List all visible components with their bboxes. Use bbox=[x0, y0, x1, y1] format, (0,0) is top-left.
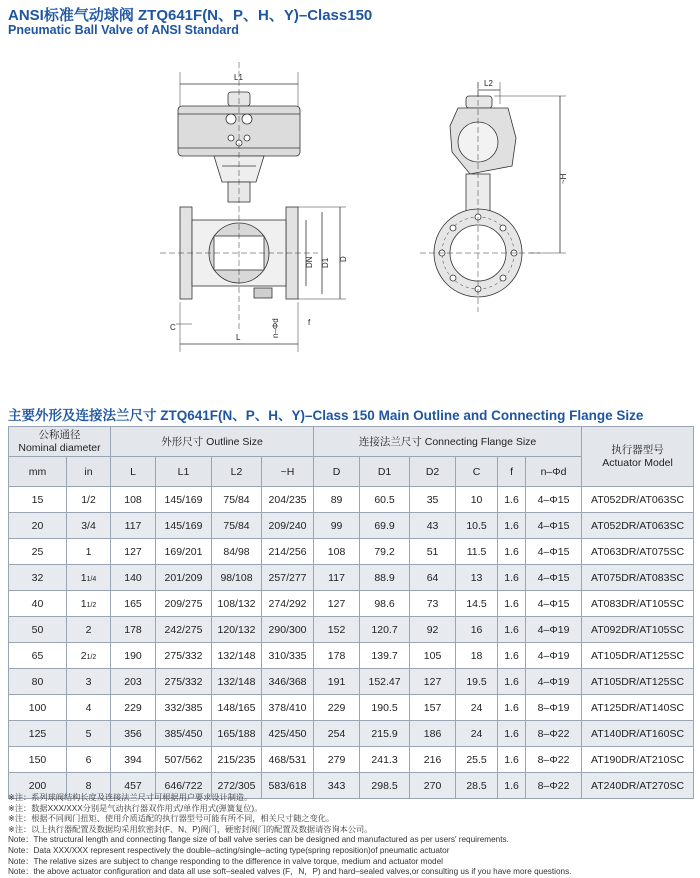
header-actuator: 执行器型号 Actuator Model bbox=[582, 427, 694, 487]
table-cell-D2: 270 bbox=[410, 773, 456, 799]
table-cell-H: 425/450 bbox=[262, 721, 314, 747]
table-cell-D: 343 bbox=[314, 773, 360, 799]
table-cell-C: 19.5 bbox=[456, 669, 498, 695]
table-cell-mm: 40 bbox=[9, 591, 67, 617]
table-cell-D: 254 bbox=[314, 721, 360, 747]
label-L: L bbox=[236, 333, 241, 342]
table-cell-L: 108 bbox=[111, 487, 156, 513]
table-cell-f: 1.6 bbox=[498, 539, 526, 565]
table-cell-L1: 209/275 bbox=[156, 591, 212, 617]
table-cell-L2: 132/148 bbox=[212, 669, 262, 695]
table-cell-D2: 51 bbox=[410, 539, 456, 565]
table-cell-L1: 275/332 bbox=[156, 643, 212, 669]
table-cell-L: 229 bbox=[111, 695, 156, 721]
table-cell-H: 204/235 bbox=[262, 487, 314, 513]
table-cell-mm: 15 bbox=[9, 487, 67, 513]
table-cell-f: 1.6 bbox=[498, 747, 526, 773]
table-cell-L: 127 bbox=[111, 539, 156, 565]
table-cell-D: 152 bbox=[314, 617, 360, 643]
table-row bbox=[9, 695, 694, 721]
table-cell-C: 24 bbox=[456, 695, 498, 721]
table-row bbox=[9, 513, 694, 539]
table-cell-L: 394 bbox=[111, 747, 156, 773]
table-cell-L2: 75/84 bbox=[212, 487, 262, 513]
table-cell-in: 11/4 bbox=[67, 565, 111, 591]
table-cell-f: 1.6 bbox=[498, 669, 526, 695]
page-subtitle: Pneumatic Ball Valve of ANSI Standard bbox=[8, 23, 239, 37]
table-cell-D: 127 bbox=[314, 591, 360, 617]
table-cell-act: AT125DR/AT140SC bbox=[582, 695, 694, 721]
table-cell-nd: 4–Φ19 bbox=[526, 643, 582, 669]
table-cell-C: 11.5 bbox=[456, 539, 498, 565]
table-cell-mm: 200 bbox=[9, 773, 67, 799]
table-cell-act: AT083DR/AT105SC bbox=[582, 591, 694, 617]
table-cell-D1: 152.47 bbox=[360, 669, 410, 695]
table-cell-L1: 385/450 bbox=[156, 721, 212, 747]
header-flange: 连接法兰尺寸 Connecting Flange Size bbox=[314, 427, 582, 457]
table-cell-L1: 169/201 bbox=[156, 539, 212, 565]
label-D: D bbox=[339, 256, 348, 262]
table-row bbox=[9, 539, 694, 565]
col-D1: D1 bbox=[360, 457, 410, 487]
table-cell-D1: 241.3 bbox=[360, 747, 410, 773]
table-cell-L1: 242/275 bbox=[156, 617, 212, 643]
page-title: ANSI标准气动球阀 ZTQ641F(N、P、H、Y)–Class150 bbox=[8, 7, 373, 24]
table-cell-nd: 4–Φ15 bbox=[526, 513, 582, 539]
table-cell-nd: 4–Φ15 bbox=[526, 591, 582, 617]
table-cell-D1: 79.2 bbox=[360, 539, 410, 565]
table-cell-D2: 92 bbox=[410, 617, 456, 643]
table-cell-D2: 64 bbox=[410, 565, 456, 591]
table-row bbox=[9, 643, 694, 669]
label-f: f bbox=[308, 318, 311, 327]
table-cell-act: AT063DR/AT075SC bbox=[582, 539, 694, 565]
table-cell-act: AT052DR/AT063SC bbox=[582, 513, 694, 539]
table-cell-D2: 35 bbox=[410, 487, 456, 513]
table-cell-H: 346/368 bbox=[262, 669, 314, 695]
table-cell-D1: 190.5 bbox=[360, 695, 410, 721]
note-line: Note：Data XXX/XXX represent respectively the double–acting/single–acting type(spring reposition)of pneumatic actuator bbox=[8, 845, 450, 855]
table-cell-L1: 507/562 bbox=[156, 747, 212, 773]
table-cell-mm: 25 bbox=[9, 539, 67, 565]
table-cell-in: 1/2 bbox=[67, 487, 111, 513]
table-cell-L: 190 bbox=[111, 643, 156, 669]
table-cell-nd: 8–Φ22 bbox=[526, 747, 582, 773]
table-cell-nd: 8–Φ22 bbox=[526, 773, 582, 799]
table-cell-L1: 646/722 bbox=[156, 773, 212, 799]
table-row bbox=[9, 565, 694, 591]
table-cell-act: AT075DR/AT083SC bbox=[582, 565, 694, 591]
table-cell-L: 178 bbox=[111, 617, 156, 643]
table-cell-nd: 8–Φ22 bbox=[526, 721, 582, 747]
notes bbox=[8, 793, 571, 878]
table-cell-D1: 88.9 bbox=[360, 565, 410, 591]
table-cell-in: 5 bbox=[67, 721, 111, 747]
table-cell-H: 468/531 bbox=[262, 747, 314, 773]
table-cell-H: 310/335 bbox=[262, 643, 314, 669]
table-cell-nd: 4–Φ19 bbox=[526, 669, 582, 695]
table-cell-mm: 32 bbox=[9, 565, 67, 591]
table-cell-L2: 75/84 bbox=[212, 513, 262, 539]
label-nphid: n–Φd bbox=[271, 318, 280, 338]
table-cell-C: 10 bbox=[456, 487, 498, 513]
table-cell-f: 1.6 bbox=[498, 617, 526, 643]
table-cell-act: AT140DR/AT160SC bbox=[582, 721, 694, 747]
col-D2: D2 bbox=[410, 457, 456, 487]
col-C: C bbox=[456, 457, 498, 487]
table-cell-C: 13 bbox=[456, 565, 498, 591]
table-cell-in: 3/4 bbox=[67, 513, 111, 539]
spec-table bbox=[8, 426, 694, 799]
front-view bbox=[160, 62, 348, 352]
table-row bbox=[9, 669, 694, 695]
table-cell-act: AT190DR/AT210SC bbox=[582, 747, 694, 773]
table-cell-mm: 80 bbox=[9, 669, 67, 695]
table-cell-L1: 332/385 bbox=[156, 695, 212, 721]
table-cell-C: 24 bbox=[456, 721, 498, 747]
table-cell-nd: 4–Φ15 bbox=[526, 487, 582, 513]
label-H: ~H bbox=[559, 173, 568, 184]
table-cell-L: 457 bbox=[111, 773, 156, 799]
col-nd: n–Φd bbox=[526, 457, 582, 487]
table-cell-C: 25.5 bbox=[456, 747, 498, 773]
table-cell-H: 290/300 bbox=[262, 617, 314, 643]
table-cell-L1: 145/169 bbox=[156, 487, 212, 513]
table-cell-C: 16 bbox=[456, 617, 498, 643]
table-cell-D1: 98.6 bbox=[360, 591, 410, 617]
table-cell-act: AT105DR/AT125SC bbox=[582, 643, 694, 669]
note-line: ※注：根据不同阀门扭矩、使用介质适配的执行器型号可能有所不同，相关尺寸随之变化。 bbox=[8, 814, 335, 824]
table-cell-L: 356 bbox=[111, 721, 156, 747]
table-row bbox=[9, 617, 694, 643]
table-cell-D2: 73 bbox=[410, 591, 456, 617]
table-cell-H: 274/292 bbox=[262, 591, 314, 617]
table-cell-D: 178 bbox=[314, 643, 360, 669]
label-C: C bbox=[170, 323, 176, 332]
table-row bbox=[9, 487, 694, 513]
table-cell-L1: 275/332 bbox=[156, 669, 212, 695]
spec-table-body bbox=[9, 487, 694, 799]
table-cell-L2: 272/305 bbox=[212, 773, 262, 799]
table-cell-nd: 4–Φ15 bbox=[526, 539, 582, 565]
table-row bbox=[9, 747, 694, 773]
table-cell-mm: 50 bbox=[9, 617, 67, 643]
note-line: ※注：系列球阀结构长度及连接法兰尺寸可根据用户要求设计制造。 bbox=[8, 793, 253, 802]
table-cell-in: 21/2 bbox=[67, 643, 111, 669]
table-cell-D2: 105 bbox=[410, 643, 456, 669]
table-cell-H: 209/240 bbox=[262, 513, 314, 539]
table-cell-act: AT240DR/AT270SC bbox=[582, 773, 694, 799]
valve-drawing bbox=[0, 42, 700, 360]
col-in: in bbox=[67, 457, 111, 487]
table-cell-H: 257/277 bbox=[262, 565, 314, 591]
table-cell-f: 1.6 bbox=[498, 513, 526, 539]
table-cell-D1: 215.9 bbox=[360, 721, 410, 747]
table-cell-mm: 20 bbox=[9, 513, 67, 539]
col-L2: L2 bbox=[212, 457, 262, 487]
table-cell-D: 117 bbox=[314, 565, 360, 591]
table-cell-D: 108 bbox=[314, 539, 360, 565]
table-cell-L2: 98/108 bbox=[212, 565, 262, 591]
col-L1: L1 bbox=[156, 457, 212, 487]
table-cell-D1: 69.9 bbox=[360, 513, 410, 539]
table-cell-H: 583/618 bbox=[262, 773, 314, 799]
header-nominal: 公称通径 Nominal diameter bbox=[9, 427, 111, 457]
table-cell-act: AT052DR/AT063SC bbox=[582, 487, 694, 513]
table-cell-f: 1.6 bbox=[498, 643, 526, 669]
table-cell-D2: 186 bbox=[410, 721, 456, 747]
table-cell-D: 279 bbox=[314, 747, 360, 773]
table-cell-f: 1.6 bbox=[498, 591, 526, 617]
table-cell-L2: 120/132 bbox=[212, 617, 262, 643]
table-cell-D2: 43 bbox=[410, 513, 456, 539]
table-cell-D: 89 bbox=[314, 487, 360, 513]
table-cell-f: 1.6 bbox=[498, 721, 526, 747]
col-D: D bbox=[314, 457, 360, 487]
table-cell-act: AT092DR/AT105SC bbox=[582, 617, 694, 643]
table-cell-in: 2 bbox=[67, 617, 111, 643]
table-cell-L: 165 bbox=[111, 591, 156, 617]
note-line: Note：the above actuator configuration and data all use soft–sealed valves (F，N，P) and hard–sealed valves,or consulting us if you have more questions. bbox=[8, 867, 572, 877]
table-cell-in: 1 bbox=[67, 539, 111, 565]
note-line: ※注：以上执行器配置及数据均采用软密封(F、N、P)阀门，硬密封阀门的配置及数据请咨询本公司。 bbox=[8, 824, 373, 834]
table-cell-D: 99 bbox=[314, 513, 360, 539]
label-D1: D1 bbox=[321, 257, 330, 268]
header-outline: 外形尺寸 Outline Size bbox=[111, 427, 314, 457]
table-cell-D: 229 bbox=[314, 695, 360, 721]
note-line: Note：The structural length and connecting flange size of ball valve series can be designed and manufactured as per users' requirements. bbox=[8, 835, 509, 845]
table-cell-act: AT105DR/AT125SC bbox=[582, 669, 694, 695]
label-DN: DN bbox=[305, 256, 314, 268]
table-cell-H: 214/256 bbox=[262, 539, 314, 565]
table-cell-nd: 4–Φ19 bbox=[526, 617, 582, 643]
table-cell-L: 140 bbox=[111, 565, 156, 591]
table-cell-mm: 65 bbox=[9, 643, 67, 669]
table-cell-in: 3 bbox=[67, 669, 111, 695]
table-cell-L1: 145/169 bbox=[156, 513, 212, 539]
table-cell-L: 203 bbox=[111, 669, 156, 695]
table-cell-D2: 157 bbox=[410, 695, 456, 721]
table-cell-L2: 148/165 bbox=[212, 695, 262, 721]
table-cell-D1: 298.5 bbox=[360, 773, 410, 799]
table-cell-mm: 125 bbox=[9, 721, 67, 747]
table-cell-L: 117 bbox=[111, 513, 156, 539]
table-cell-D2: 216 bbox=[410, 747, 456, 773]
section-title: 主要外形及连接法兰尺寸 ZTQ641F(N、P、H、Y)–Class 150 Main Outline and Connecting Flange Size bbox=[8, 408, 644, 423]
col-H: ~H bbox=[262, 457, 314, 487]
table-cell-C: 10.5 bbox=[456, 513, 498, 539]
side-view bbox=[420, 79, 568, 312]
table-cell-in: 8 bbox=[67, 773, 111, 799]
table-cell-f: 1.6 bbox=[498, 695, 526, 721]
table-cell-nd: 8–Φ19 bbox=[526, 695, 582, 721]
table-cell-L2: 84/98 bbox=[212, 539, 262, 565]
note-line: ※注：数据XXX/XXX分别是气动执行器双作用式/单作用式(弹簧复位)。 bbox=[8, 803, 263, 813]
table-cell-f: 1.6 bbox=[498, 565, 526, 591]
table-cell-C: 14.5 bbox=[456, 591, 498, 617]
note-line: Note：The relative sizes are subject to change responding to the difference in valve torque, medium and actuator model bbox=[8, 856, 443, 866]
col-L: L bbox=[111, 457, 156, 487]
table-cell-L2: 132/148 bbox=[212, 643, 262, 669]
table-cell-mm: 150 bbox=[9, 747, 67, 773]
table-cell-in: 11/2 bbox=[67, 591, 111, 617]
table-cell-D1: 60.5 bbox=[360, 487, 410, 513]
table-cell-f: 1.6 bbox=[498, 487, 526, 513]
table-cell-nd: 4–Φ15 bbox=[526, 565, 582, 591]
table-row bbox=[9, 721, 694, 747]
table-row bbox=[9, 591, 694, 617]
table-cell-H: 378/410 bbox=[262, 695, 314, 721]
table-cell-C: 28.5 bbox=[456, 773, 498, 799]
label-L2: L2 bbox=[484, 79, 493, 88]
table-cell-D1: 139.7 bbox=[360, 643, 410, 669]
table-cell-L1: 201/209 bbox=[156, 565, 212, 591]
table-cell-L2: 215/235 bbox=[212, 747, 262, 773]
table-cell-D1: 120.7 bbox=[360, 617, 410, 643]
col-mm: mm bbox=[9, 457, 67, 487]
table-cell-D: 191 bbox=[314, 669, 360, 695]
table-cell-in: 6 bbox=[67, 747, 111, 773]
table-cell-D2: 127 bbox=[410, 669, 456, 695]
table-cell-L2: 108/132 bbox=[212, 591, 262, 617]
table-cell-mm: 100 bbox=[9, 695, 67, 721]
table-cell-C: 18 bbox=[456, 643, 498, 669]
table-cell-f: 1.6 bbox=[498, 773, 526, 799]
table-cell-L2: 165/188 bbox=[212, 721, 262, 747]
label-L1: L1 bbox=[234, 73, 243, 82]
col-f: f bbox=[498, 457, 526, 487]
table-cell-in: 4 bbox=[67, 695, 111, 721]
